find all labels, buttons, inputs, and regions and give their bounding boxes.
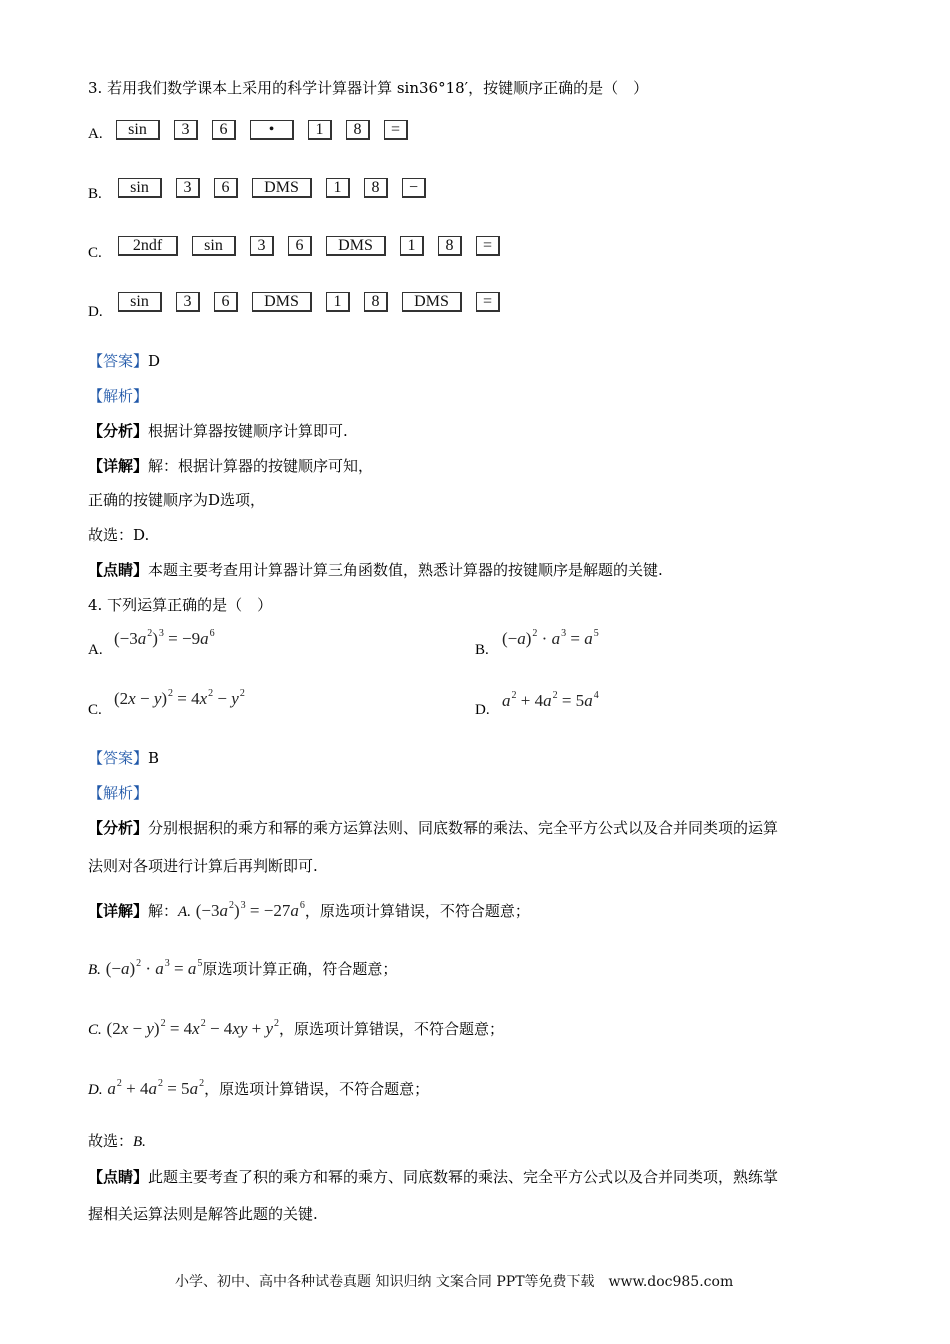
q4-option-c-formula: $(2x - y)^2 = 4x^2 - y^2$ (114, 688, 245, 708)
answer-label: 【答案】 (88, 749, 149, 767)
key-1: 1 (326, 178, 350, 198)
key-dms: DMS (252, 178, 312, 198)
line-d-letter: D. (88, 1082, 103, 1098)
q4-conclusion (88, 1130, 146, 1151)
key-dms: DMS (252, 292, 312, 312)
line-a-letter: A. (178, 904, 191, 920)
q4-option-d-letter: D. (475, 702, 490, 718)
q3-dianjing (88, 559, 663, 580)
xiangjie-label: 【详解】 (88, 902, 149, 920)
line-d-text: ，原选项计算错误，不符合题意； (204, 1080, 430, 1098)
key-8: 8 (364, 178, 388, 198)
dianjing-text: 本题主要考查用计算器计算三角函数值，熟悉计算器的按键顺序是解题的关键. (148, 561, 663, 579)
answer-value: D (148, 352, 161, 370)
key-8: 8 (438, 236, 462, 256)
q3-fenxi (88, 420, 348, 441)
line-b-text: 原选项计算正确，符合题意； (202, 960, 398, 978)
q4-option-b-letter: B. (475, 642, 489, 658)
answer-label: 【答案】 (88, 352, 149, 370)
dianjing-label: 【点睛】 (88, 561, 149, 579)
q3-xiangjie-line2: 正确的按键顺序为D选项， (88, 491, 266, 509)
q4-xiangjie-a (88, 900, 530, 921)
key-dot: • (250, 120, 294, 140)
xiangjie-line1: 解：根据计算器的按键顺序可知， (148, 457, 374, 475)
q4-xiangjie-b (88, 958, 397, 979)
fenxi-line1: 分别根据积的乘方和幂的乘方运算法则、同底数幂的乘法、完全平方公式以及合并同类项的运算 (148, 819, 779, 837)
q3-option-b-letter: B. (88, 186, 102, 202)
key-minus: − (402, 178, 426, 198)
xiangjie-label: 【详解】 (88, 457, 149, 475)
key-dms: DMS (402, 292, 462, 312)
key-8: 8 (364, 292, 388, 312)
q4-xiangjie-d (88, 1078, 429, 1099)
line-c-text: ，原选项计算错误，不符合题意； (279, 1020, 505, 1038)
key-8: 8 (346, 120, 370, 140)
key-sin: sin (118, 292, 162, 312)
q3-xiangjie (88, 455, 373, 476)
dianjing-line1: 此题主要考查了积的乘方和幂的乘方、同底数幂的乘法、完全平方公式以及合并同类项，熟练掌 (148, 1168, 779, 1186)
key-3: 3 (174, 120, 198, 140)
q3-option-d-letter: D. (88, 304, 103, 320)
q3-answer (88, 350, 160, 371)
key-6: 6 (288, 236, 312, 256)
line-c-letter: C. (88, 1022, 102, 1038)
q4-dianjing (88, 1166, 778, 1187)
key-sin: sin (116, 120, 160, 140)
key-6: 6 (212, 120, 236, 140)
line-d-formula: $a^2 + 4a^2 = 5a^2$ (107, 1078, 205, 1098)
fenxi-text: 根据计算器按键顺序计算即可. (148, 422, 348, 440)
q4-option-a-formula: $(-3a^2)^3 = -9a^6$ (114, 628, 215, 648)
fenxi-label: 【分析】 (88, 422, 149, 440)
q4-option-a-letter: A. (88, 642, 103, 658)
key-6: 6 (214, 292, 238, 312)
key-sin: sin (118, 178, 162, 198)
q4-dianjing-line2: 握相关运算法则是解答此题的关键. (88, 1205, 318, 1223)
line-b-formula: $(-a)^2 \cdot a^3 = a^5$ (105, 958, 203, 978)
q4-answer (88, 747, 159, 768)
q4-analysis-label: 【解析】 (88, 784, 149, 802)
q3-option-a-keys (116, 120, 422, 140)
key-2ndf: 2ndf (118, 236, 178, 256)
conclusion-prefix: 故选： (88, 1132, 134, 1150)
key-3: 3 (250, 236, 274, 256)
line-a-formula: $(-3a^2)^3 = -27a^6$ (195, 900, 305, 920)
xiangjie-intro: 解： (148, 902, 179, 920)
key-equals: = (384, 120, 408, 140)
key-equals: = (476, 236, 500, 256)
key-3: 3 (176, 178, 200, 198)
dianjing-label: 【点睛】 (88, 1168, 149, 1186)
conclusion-value: B. (133, 1134, 146, 1150)
q3-option-d-keys (118, 292, 514, 312)
q3-option-c-keys (118, 236, 514, 256)
q4-fenxi (88, 817, 778, 838)
page-footer: 小学、初中、高中各种试卷真题 知识归纳 文案合同 PPT等免费下载 www.doc985.com (175, 1274, 734, 1290)
fenxi-label: 【分析】 (88, 819, 149, 837)
line-c-formula: $(2x - y)^2 = 4x^2 - 4xy + y^2$ (106, 1018, 280, 1038)
q4-stem: 4. 下列运算正确的是（ ） (88, 596, 273, 614)
key-1: 1 (308, 120, 332, 140)
q4-option-d-formula: $a^2 + 4a^2 = 5a^4$ (502, 690, 599, 710)
q4-xiangjie-c (88, 1018, 504, 1039)
q4-option-b-formula: $(-a)^2 \cdot a^3 = a^5$ (502, 628, 599, 648)
line-a-text: ，原选项计算错误，不符合题意； (304, 902, 530, 920)
q3-analysis-label: 【解析】 (88, 387, 149, 405)
key-3: 3 (176, 292, 200, 312)
key-sin: sin (192, 236, 236, 256)
key-1: 1 (400, 236, 424, 256)
q3-xiangjie-line3: 故选：D. (88, 526, 150, 544)
key-6: 6 (214, 178, 238, 198)
line-b-letter: B. (88, 962, 101, 978)
key-dms: DMS (326, 236, 386, 256)
key-1: 1 (326, 292, 350, 312)
answer-value: B (148, 749, 160, 767)
q3-stem: 3. 若用我们数学课本上采用的科学计算器计算 sin36°18′，按键顺序正确的是（ ） (88, 79, 649, 97)
q3-option-b-keys (118, 178, 440, 198)
key-equals: = (476, 292, 500, 312)
q4-option-c-letter: C. (88, 702, 102, 718)
q3-option-c-letter: C. (88, 245, 102, 261)
q3-option-a-letter: A. (88, 126, 103, 142)
q4-fenxi-line2: 法则对各项进行计算后再判断即可. (88, 857, 318, 875)
